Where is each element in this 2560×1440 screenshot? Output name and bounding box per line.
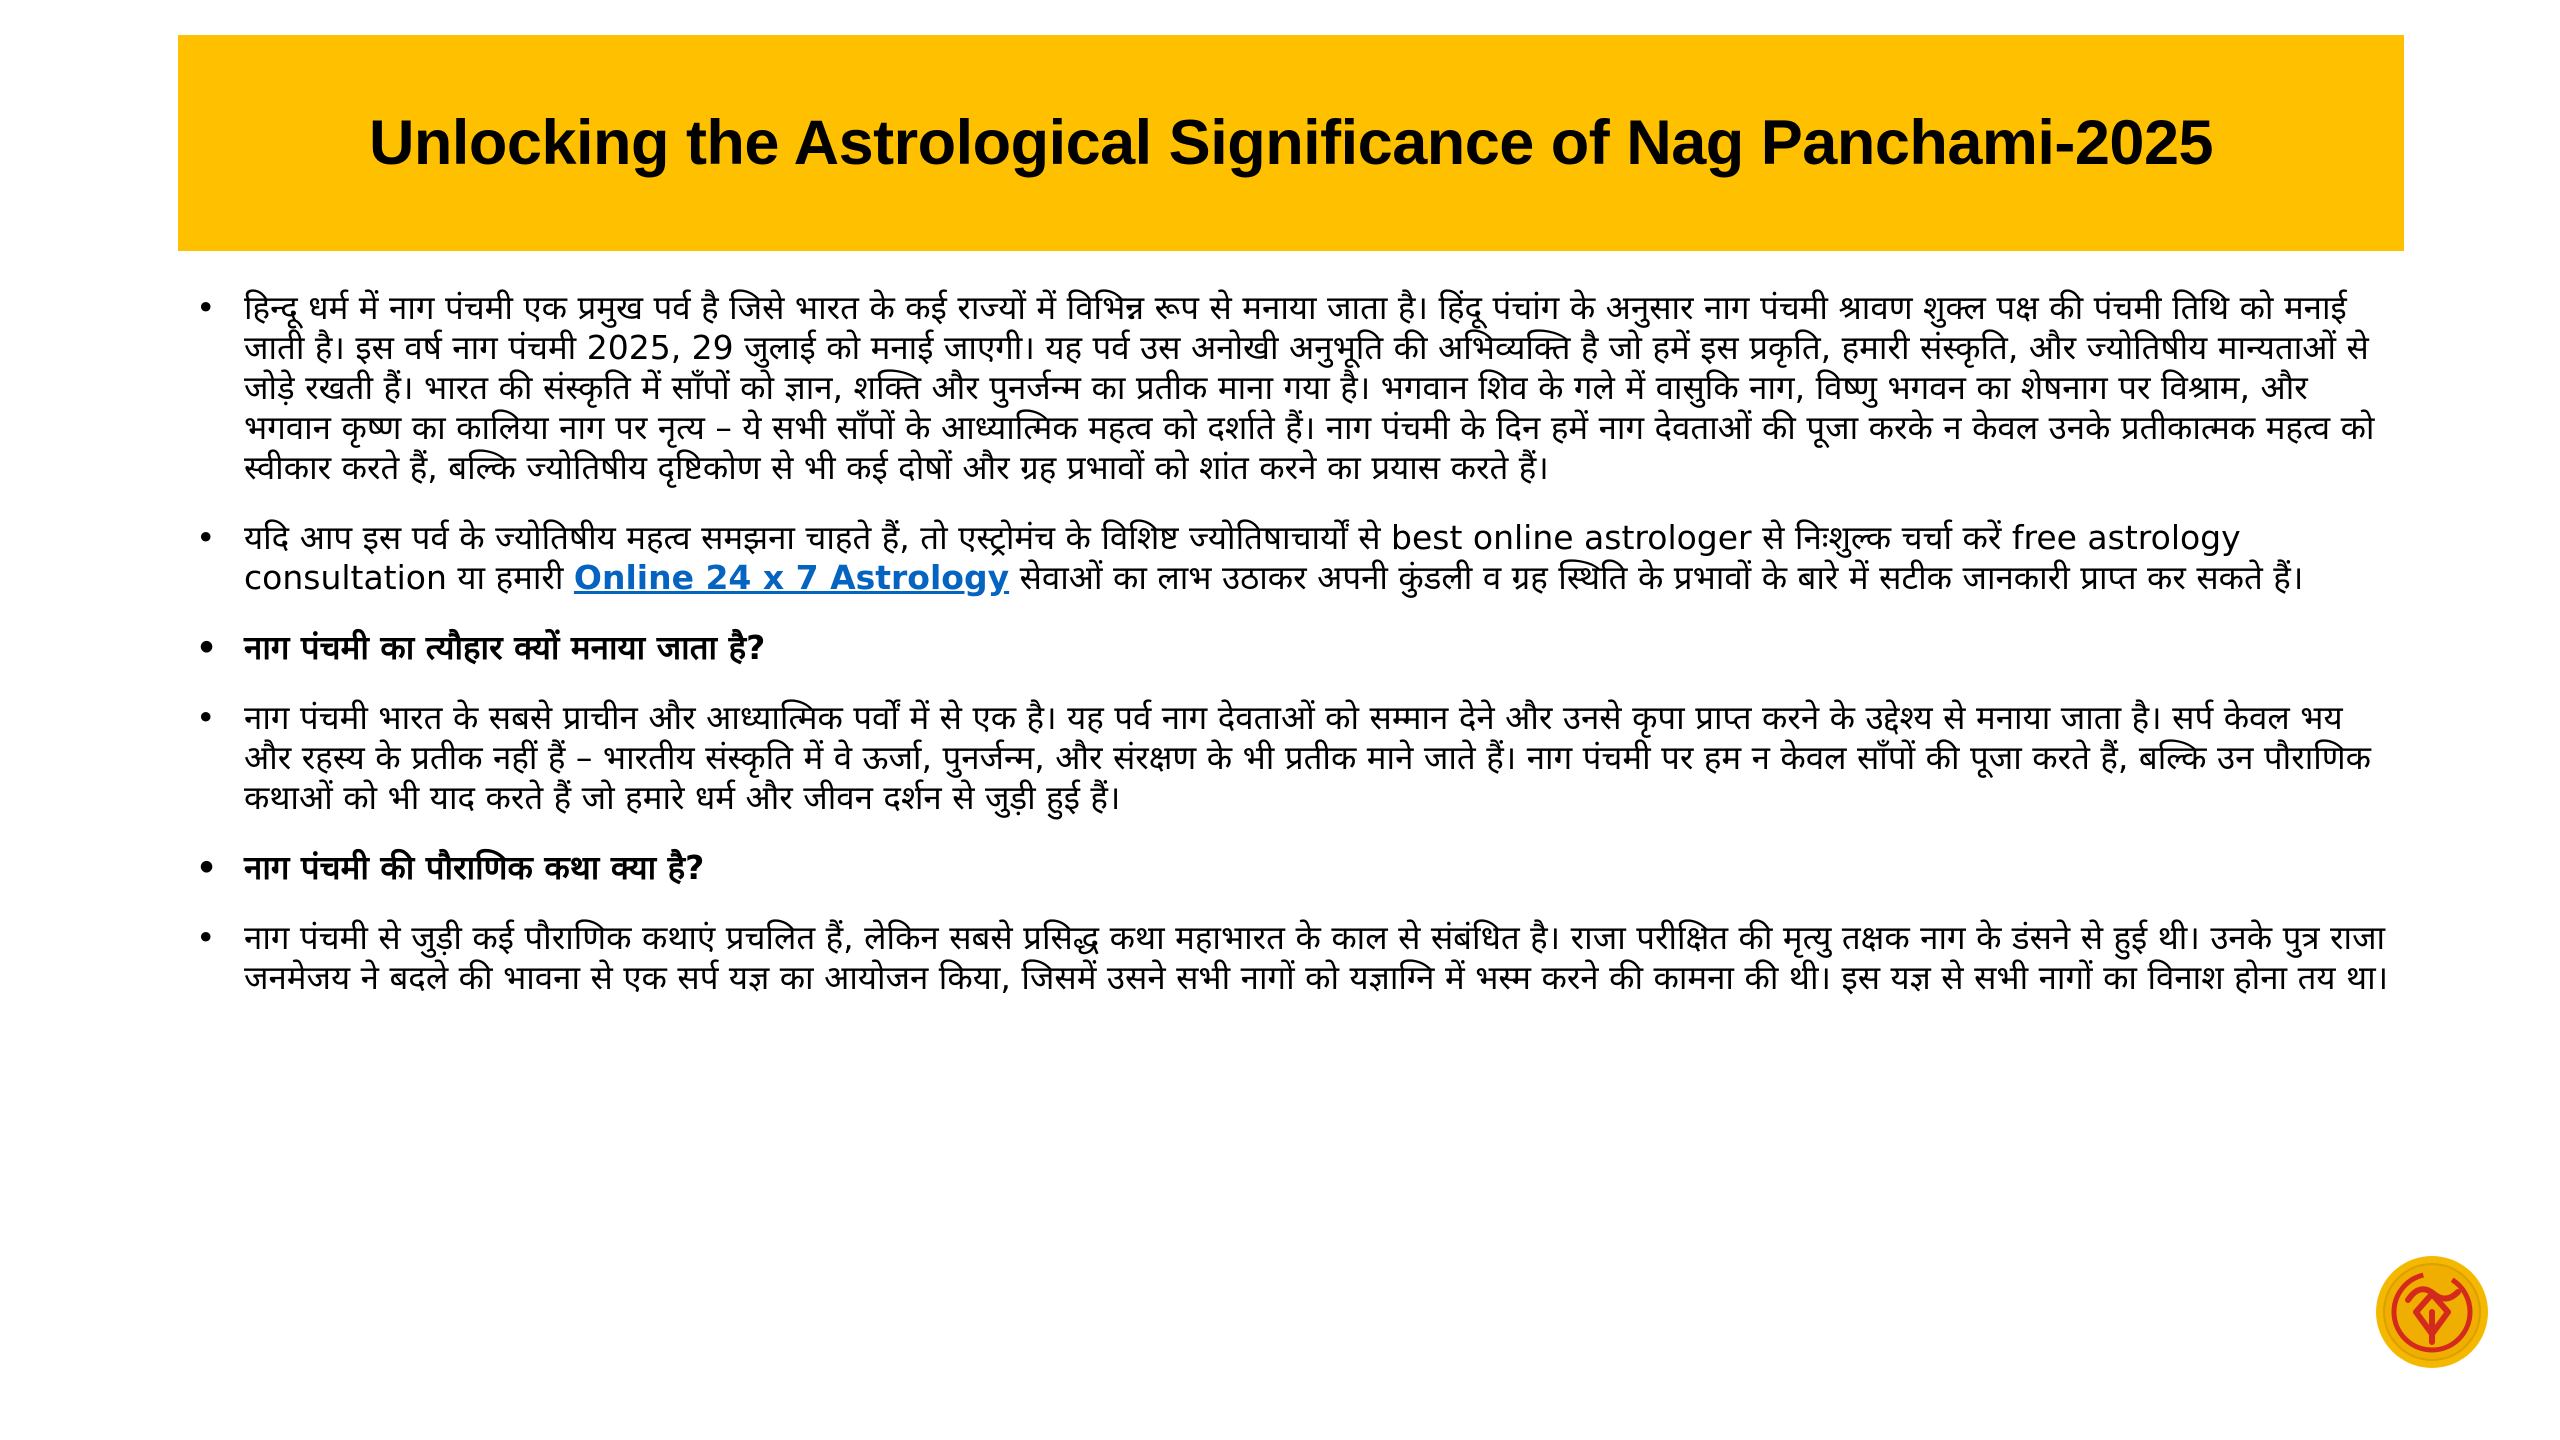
astromanch-logo-icon (2374, 1254, 2490, 1370)
bullet-marker: • (196, 628, 218, 667)
section-heading: नाग पंचमी की पौराणिक कथा क्या है? (244, 848, 705, 887)
bullet-text: हिन्दू धर्म में नाग पंचमी एक प्रमुख पर्व है जिसे भारत के कई राज्यों में विभिन्न रूप से मनाया जाता है। हिंदू पंचांग के अनुसार नाग पंचमी श्रावण शुक्ल पक्ष की पंचमी तिथि को मनाई जाती है। इस वर्ष नाग पंचमी 2025, 29 जुलाई को मनाई जाएगी। यह पर्व उस अनोखी अनुभूति की अभिव्यक्ति है जो हमें इस प्रकृति, हमारी संस्कृति, और ज्योतिषीय मान्यताओं से जोड़े रखती हैं। भारत की संस्कृति में साँपों को ज्ञान, शक्ति और पुनर्जन्म का प्रतीक माना गया है। भगवान शिव के गले में वासुकि नाग, विष्णु भगवन का शेषनाग पर विश्राम, और भगवान कृष्ण का कालिया नाग पर नृत्य – ये सभी साँपों के आध्यात्मिक महत्व को दर्शाते हैं। नाग पंचमी के दिन हमें नाग देवताओं की पूजा करके न केवल उनके प्रतीकात्मक महत्व को स्वीकार करते हैं, बल्कि ज्योतिषीय दृष्टिकोण से भी कई दोषों और ग्रह प्रभावों को शांत करने का प्रयास करते हैं। (244, 288, 2375, 487)
bullet-text: नाग पंचमी से जुड़ी कई पौराणिक कथाएं प्रचलित हैं, लेकिन सबसे प्रसिद्ध कथा महाभारत के काल से संबंधित है। राजा परीक्षित की मृत्यु तक्षक नाग के डंसने से हुई थी। उनके पुत्र राजा जनमेजय ने बदले की भावना से एक सर्प यज्ञ का आयोजन किया, जिसमें उसने सभी नागों को यज्ञाग्नि में भस्म करने की कामना की थी। इस यज्ञ से सभी नागों का विनाश होना तय था। (244, 918, 2389, 997)
bullet-why-text (190, 698, 2390, 818)
bullet-marker: • (196, 698, 216, 737)
bullet-intro (190, 288, 2390, 488)
bullet-story-text (190, 918, 2390, 998)
bullet-marker: • (196, 518, 216, 557)
bullet-marker: • (196, 288, 216, 327)
bullet-text-before-link: यदि आप इस पर्व के ज्योतिषीय महत्व समझना चाहते हैं, तो एस्ट्रोमंच के विशिष्ट ज्योतिषाचार्यों से best online astrologer से निःशुल्क चर्चा करें free astrology consultation या हमारी (244, 518, 2241, 597)
bullet-text-after-link: सेवाओं का लाभ उठाकर अपनी कुंडली व ग्रह स्थिति के प्रभावों के बारे में सटीक जानकारी प्राप्त कर सकते हैं। (1009, 558, 2304, 597)
bullet-list (190, 288, 2390, 998)
page-title: Unlocking the Astrological Significance of Nag Panchami-2025 (368, 108, 2214, 178)
slide-content (190, 288, 2390, 1028)
bullet-heading-story (190, 848, 2390, 888)
bullet-text: नाग पंचमी भारत के सबसे प्राचीन और आध्यात्मिक पर्वों में से एक है। यह पर्व नाग देवताओं को सम्मान देने और उनसे कृपा प्राप्त करने के उद्देश्य से मनाया जाता है। सर्प केवल भय और रहस्य के प्रतीक नहीं हैं – भारतीय संस्कृति में वे ऊर्जा, पुनर्जन्म, और संरक्षण के भी प्रतीक माने जाते हैं। नाग पंचमी पर हम न केवल साँपों की पूजा करते हैं, बल्कि उन पौराणिक कथाओं को भी याद करते हैं जो हमारे धर्म और जीवन दर्शन से जुड़ी हुई हैं। (244, 698, 2371, 817)
bullet-consultation (190, 518, 2390, 598)
bullet-marker: • (196, 848, 218, 887)
bullet-marker: • (196, 918, 216, 957)
bullet-heading-why (190, 628, 2390, 668)
section-heading: नाग पंचमी का त्यौहार क्यों मनाया जाता है? (244, 628, 766, 667)
title-banner (178, 35, 2404, 251)
online-astrology-link[interactable]: Online 24 x 7 Astrology (573, 558, 1010, 597)
